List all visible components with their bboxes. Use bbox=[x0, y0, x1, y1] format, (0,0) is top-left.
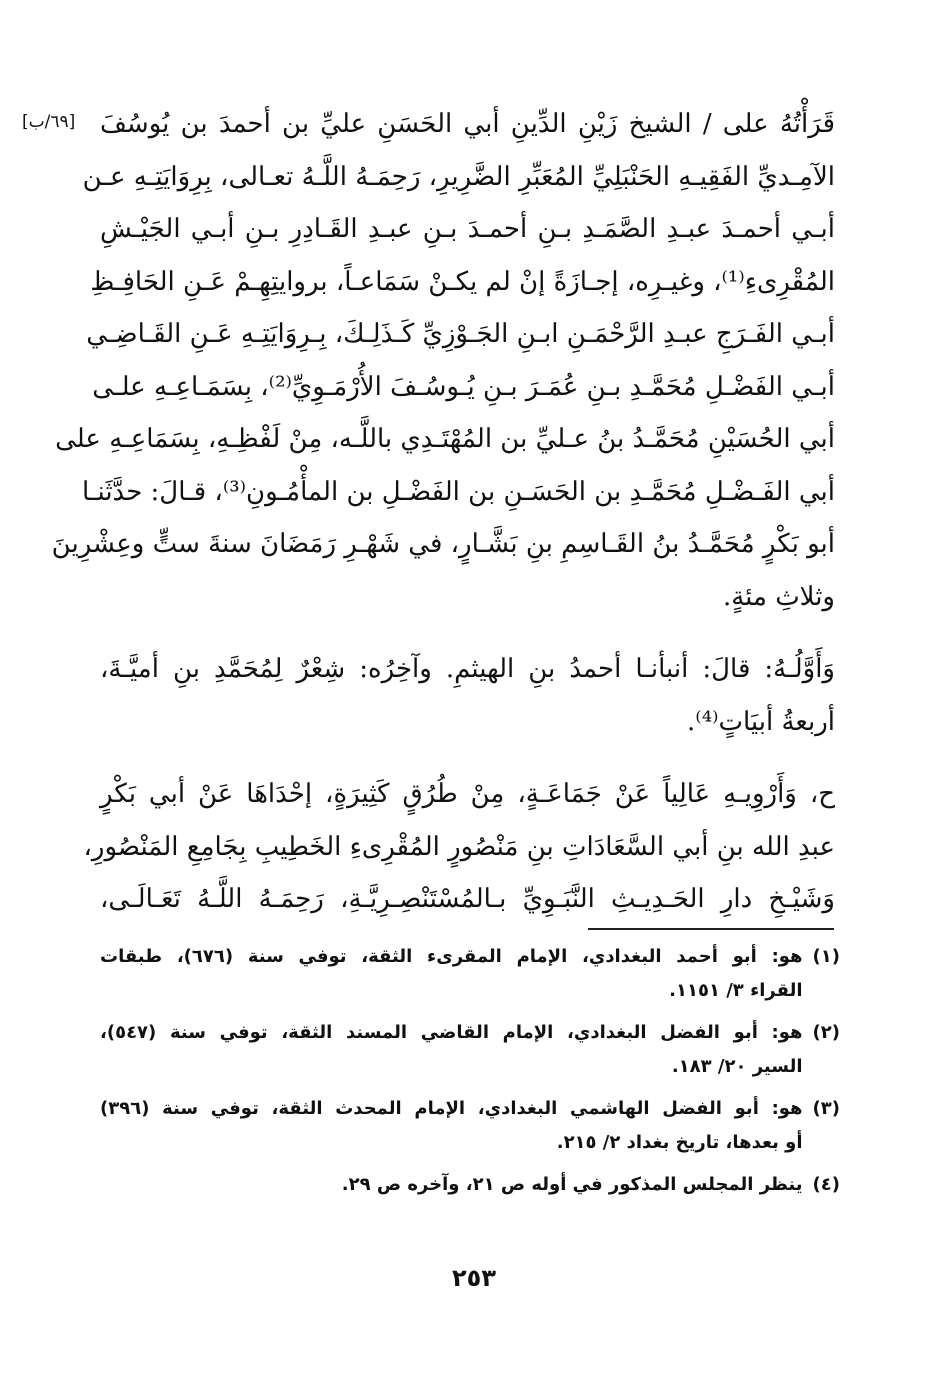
footnote-line: أو بعدها، تاريخ بغداد ٢/ ٢١٥. bbox=[556, 1132, 803, 1153]
text-line: الآمِـديِّ الفَقِيـهِ الحَنْبَلِيِّ المُعَبِّرِ الضَّرِيرِ، رَحِمَـهُ اللَّـهُ تعـالى، بِرِوَايَتِـهِ عـن bbox=[82, 161, 835, 192]
footnote-4 bbox=[100, 1168, 840, 1202]
paragraph-beginning-end bbox=[100, 643, 835, 748]
footnote-line: القراء ٣/ ١١٥١. bbox=[669, 980, 803, 1001]
footnote-line: هو: أبو الفضل الهاشمي البغدادي، الإمام المحدث الثقة، توفي سنة (٣٩٦) bbox=[100, 1098, 803, 1119]
footnote-number: (١) bbox=[812, 946, 840, 967]
text-line: قَرَأْتُهُ على / الشيخ زَيْنِ الدِّينِ أبي الحَسَنِ عليِّ بن أحمدَ بن يُوسُفَ bbox=[100, 109, 835, 139]
paragraph-chain-of-transmission bbox=[51, 98, 835, 623]
footnotes-section bbox=[100, 940, 840, 1210]
text-line: ح، وَأَرْوِيـهِ عَالِياً عَنْ جَمَاعَـةٍ، مِنْ طُرُقٍ كَثِيرَةٍ، إحْدَاهَا عَنْ أبي بَكْرٍ bbox=[100, 779, 835, 809]
footnote-separator bbox=[588, 928, 834, 930]
footnote-number: (٤) bbox=[812, 1174, 840, 1195]
margin-folio-note: [٦٩/ب] bbox=[22, 112, 76, 132]
text-line: أبـي الفَضْـلِ مُحَمَّـدِ بـنِ عُمَـرَ بـنِ يُـوسُـفَ الأُرْمَـوِيِّ⁽²⁾، بِسَمَـاعِـهِ علـى bbox=[92, 371, 835, 402]
footnote-3 bbox=[100, 1092, 840, 1160]
text-line: أبي الفَـضْـلِ مُحَمَّـدِ بن الحَسَـنِ بن الفَضْـلِ بن المأْمُـونِ⁽³⁾، قـالَ: حدَّثَنـا bbox=[81, 476, 835, 507]
text-line: أربعةُ أبيَاتٍ⁽⁴⁾. bbox=[687, 706, 835, 737]
footnote-number: (٣) bbox=[812, 1098, 840, 1119]
text-line: أبـي الفَـرَجِ عبـدِ الرَّحْمَـنِ ابـنِ الجَـوْزِيِّ كَـذَلِـكَ، بِـرِوَايَتِـهِ عَـنِ القَـاضِـي bbox=[86, 319, 835, 349]
footnote-line: هو: أبو أحمد البغدادي، الإمام المقرىء الثقة، توفي سنة (٦٧٦)، طبقات bbox=[100, 946, 803, 967]
footnote-2 bbox=[100, 1016, 840, 1084]
text-line: وثلاثِ مئةٍ. bbox=[722, 581, 835, 612]
footnote-line: هو: أبو الفضل البغدادي، الإمام القاضي المسند الثقة، توفي سنة (٥٤٧)، bbox=[100, 1022, 803, 1043]
footnote-text bbox=[100, 1092, 803, 1160]
text-line: أبي الحُسَيْنِ مُحَمَّـدُ بنُ عـليِّ بن المُهْتَـدِي باللَّـه، مِنْ لَفْظِـهِ، بِسَمَاعِـهِ على bbox=[55, 424, 835, 454]
text-line: عبدِ الله بنِ أبي السَّعَادَاتِ بنِ مَنْصُورٍ المُقْرِىءِ الخَطِيبِ بِجَامِعِ المَنْصُورِ، bbox=[83, 831, 835, 862]
main-text-body bbox=[51, 98, 835, 926]
footnote-text bbox=[100, 940, 803, 1008]
footnote-1 bbox=[100, 940, 840, 1008]
text-line: وَشَيْـخِ دارِ الحَـدِيـثِ النَّبَـوِيِّ بـالمُسْتَنْصِـرِيَّـةِ، رَحِمَـهُ اللَّـهُ تَعَـالَـى، bbox=[100, 884, 835, 914]
text-line: أبـي أحمـدَ عبـدِ الصَّمَـدِ بـنِ أحمـدَ بـنِ عبـدِ القَـادِرِ بـنِ أبـي الجَيْـشِ bbox=[100, 214, 835, 244]
footnote-number: (٢) bbox=[812, 1022, 840, 1043]
page-number: ٢٥٣ bbox=[452, 1264, 496, 1292]
footnote-text bbox=[100, 1168, 803, 1202]
footnote-line: السير ٢٠/ ١٨٣. bbox=[671, 1056, 803, 1077]
text-line: أبو بَكْرٍ مُحَمَّـدُ بنُ القَـاسِمِ بنِ بَشَّـارٍ، في شَهْـرِ رَمَضَانَ سنةَ ستٍّ وعِشْرِينَ bbox=[51, 529, 835, 559]
footnote-line: ينظر المجلس المذكور في أوله ص ٢١، وآخره ص ٢٩. bbox=[341, 1174, 803, 1195]
text-line: المُقْرِىءِ⁽¹⁾، وغيـرِه، إجـازَةً إنْ لم يكـنْ سَمَاعـاً، بروايتِهِـمْ عَـنِ الحَافِـظِ bbox=[90, 266, 835, 297]
footnote-text bbox=[100, 1016, 803, 1084]
text-line: وَأَوَّلُـهُ: قالَ: أنبأنـا أحمدُ بنِ الهيثمِ. وآخِرُه: شِعْرٌ لِمُحَمَّدِ بنِ أميَّـةَ، bbox=[100, 654, 835, 684]
paragraph-alternate-chain bbox=[83, 768, 835, 926]
